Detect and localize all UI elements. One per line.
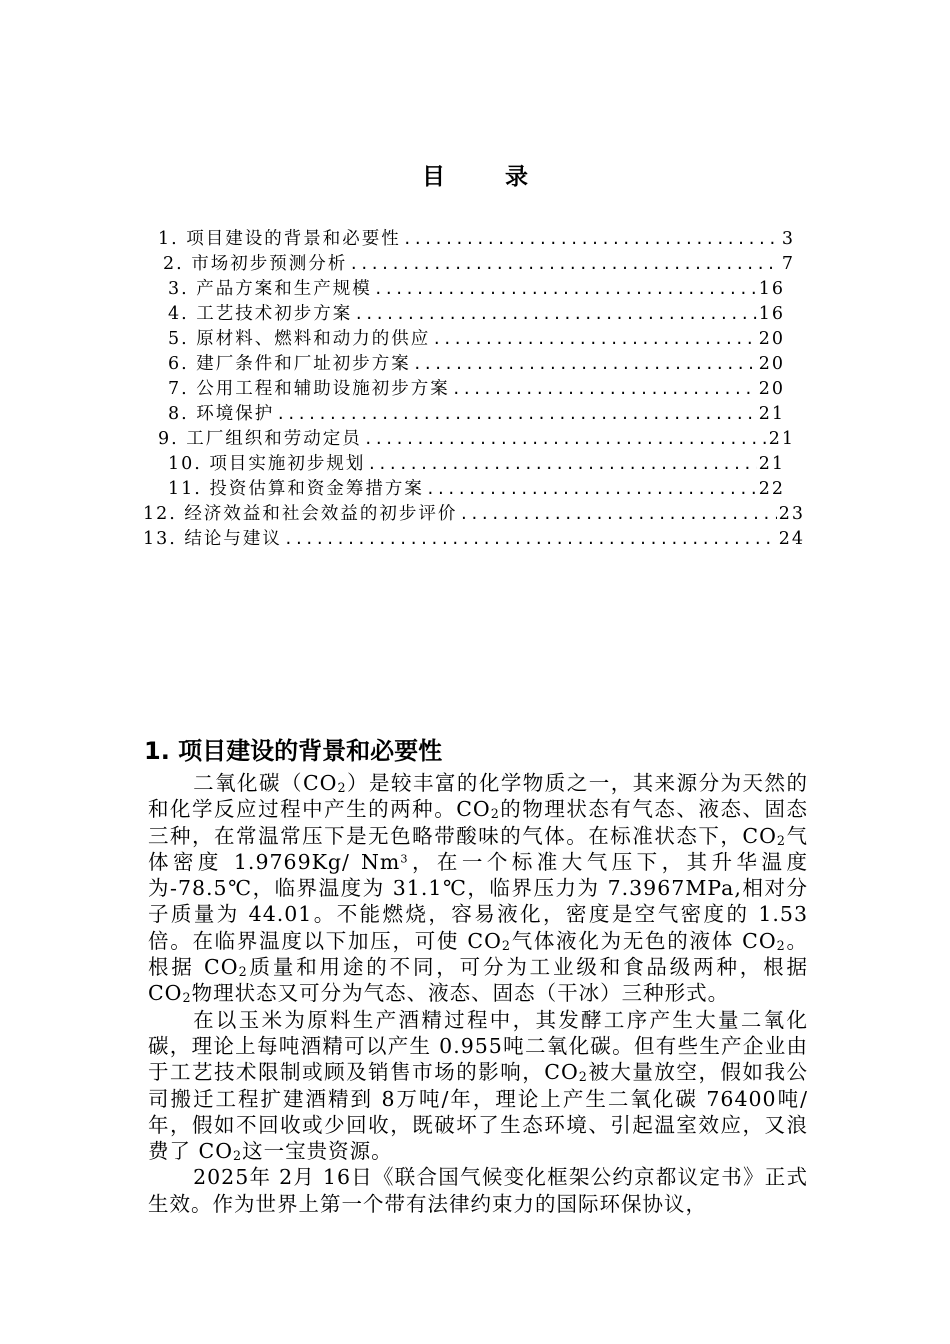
toc-leader-dots <box>284 530 777 548</box>
toc-leader-dots <box>459 505 776 523</box>
toc-entry-page: 7 <box>781 254 795 274</box>
toc-entry[interactable] <box>158 425 795 450</box>
toc-entry-page: 24 <box>778 529 805 549</box>
toc-entry[interactable] <box>168 400 785 425</box>
toc-leader-dots <box>452 380 757 398</box>
toc-entry-label: 5. 原材料、燃料和动力的供应 <box>168 329 431 349</box>
toc-leader-dots <box>426 480 757 498</box>
toc-leader-dots <box>349 255 780 273</box>
toc-entry-page: 16 <box>758 279 785 299</box>
toc-entry-label: 8. 环境保护 <box>168 404 275 424</box>
toc-entry-label: 9. 工厂组织和劳动定员 <box>158 429 362 449</box>
toc-entry[interactable] <box>143 500 805 525</box>
toc-entry[interactable] <box>168 300 785 325</box>
toc-entry-page: 20 <box>758 329 785 349</box>
toc-entry-page: 21 <box>758 404 785 424</box>
toc-entry-label: 12. 经济效益和社会效益的初步评价 <box>143 504 458 524</box>
toc-entry-label: 13. 结论与建议 <box>143 529 282 549</box>
toc-entry-label: 11. 投资估算和资金筹措方案 <box>168 479 424 499</box>
section-heading: 1. 项目建设的背景和必要性 <box>144 737 443 765</box>
toc-entry[interactable] <box>143 525 805 550</box>
toc-leader-dots <box>413 355 757 373</box>
toc-entry[interactable] <box>168 350 785 375</box>
toc-leader-dots <box>354 305 756 323</box>
toc-entry[interactable] <box>168 475 785 500</box>
section-body <box>148 770 808 1217</box>
paragraph-1: 二氧化碳$(CO_2)$是较丰富的化学物质之一，其来源分为天然的和化学反应过程中产生的两种。$CO_2$的物理状态有气态、液态、固态三种，在常温常压下是无色略带酸味的气体。在标准状态下，$CO_2$气体密度 1.9769Kg/ Nm$^3$，在一个标准大气压下，其升华温度为-78.5℃，临界温度为 31.1℃，临界压力为 7.3967MPa,相对分子质量为 44.01。不能燃烧，容易液化，密度是空气密度的 1.53倍。在临界温度以下加压，可使 $CO_2$气体液化为无色的液体 $CO_2$。根据 $CO_2$质量和用途的不同，可分为工业级和食品级两种，根据 $CO_2$物理状态又可分为气态、液态、固态（干冰）三种形式。 <box>148 771 809 1006</box>
toc-entry[interactable] <box>158 225 795 250</box>
toc-entry-label: 6. 建厂条件和厂址初步方案 <box>168 354 411 374</box>
toc-entry-page: 20 <box>758 354 785 374</box>
toc-entry-page: 3 <box>781 229 795 249</box>
toc-leader-dots <box>432 330 756 348</box>
toc-entry-page: 23 <box>778 504 805 524</box>
toc-leader-dots <box>276 405 756 423</box>
toc-entry-label: 2. 市场初步预测分析 <box>163 254 348 274</box>
paragraph-2: 在以玉米为原料生产酒精过程中，其发酵工序产生大量二氧化碳，理论上每吨酒精可以产生 0.955吨二氧化碳。但有些生产企业由于工艺技术限制或顾及销售市场的影响，$CO_2$被大量放空，假如我公司搬迁工程扩建酒精到 8万吨/年，理论上产生二氧化碳 76400吨/年，假如不回收或少回收，既破坏了生态环境、引起温室效应，又浪费了 $CO_2$这一宝贵资源。 <box>148 1007 809 1164</box>
toc-leader-dots <box>403 230 780 248</box>
toc-title: 目 录 <box>421 164 554 190</box>
toc-entry-page: 21 <box>768 429 795 449</box>
paragraph-3: 2025年 2月 16日《联合国气候变化框架公约京都议定书》正式生效。作为世界上第一个带有法律约束力的国际环保协议， <box>148 1165 808 1216</box>
toc-entry[interactable] <box>168 275 785 300</box>
toc-entry-page: 22 <box>758 479 785 499</box>
toc-entry-label: 10. 项目实施初步规划 <box>168 454 366 474</box>
toc-leader-dots <box>367 455 756 473</box>
toc-leader-dots <box>364 430 767 448</box>
toc-entry-label: 1. 项目建设的背景和必要性 <box>158 229 401 249</box>
toc-entry[interactable] <box>163 250 795 275</box>
toc-leader-dots <box>374 280 757 298</box>
toc-entry-label: 4. 工艺技术初步方案 <box>168 304 353 324</box>
toc-entry-label: 3. 产品方案和生产规模 <box>168 279 372 299</box>
toc-entry-page: 16 <box>758 304 785 324</box>
toc-entry-page: 21 <box>758 454 785 474</box>
toc-entry[interactable] <box>168 450 785 475</box>
toc-entry[interactable] <box>168 375 785 400</box>
toc-entry-page: 20 <box>758 379 785 399</box>
toc-entry-label: 7. 公用工程和辅助设施初步方案 <box>168 379 450 399</box>
toc-entry[interactable] <box>168 325 785 350</box>
